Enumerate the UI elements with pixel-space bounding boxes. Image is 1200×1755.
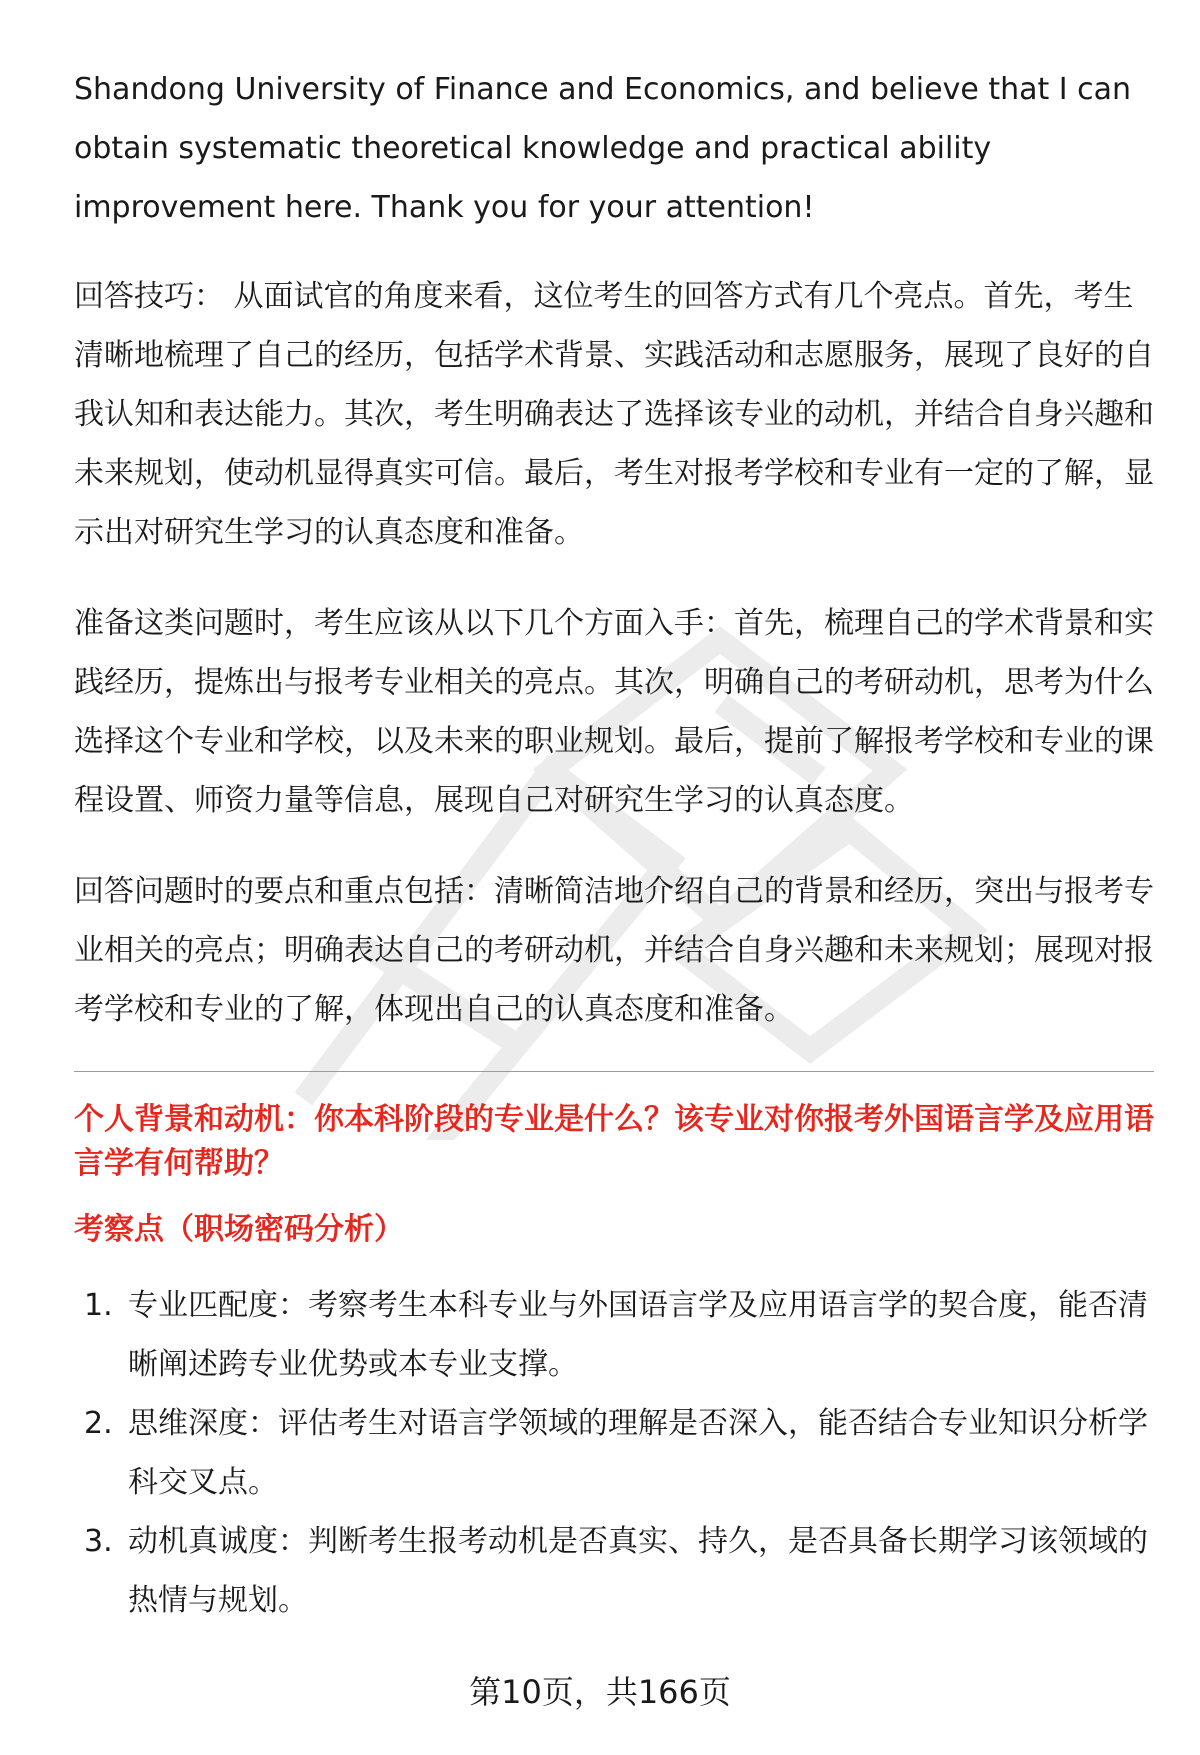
assessment-points-list xyxy=(74,1276,1154,1630)
list-item xyxy=(74,1512,1154,1630)
list-item xyxy=(74,1276,1154,1394)
list-item xyxy=(74,1394,1154,1512)
list-item-number: 1. xyxy=(84,1288,113,1323)
list-item-text: 思维深度：评估考生对语言学领域的理解是否深入，能否结合专业知识分析学科交叉点。 xyxy=(128,1406,1148,1500)
assessment-points-heading: 考察点（职场密码分析） xyxy=(74,1212,404,1247)
page-number-footer: 第10页，共166页 xyxy=(469,1673,731,1711)
preparation-paragraph: 准备这类问题时，考生应该从以下几个方面入手：首先，梳理自己的学术背景和实践经历，提炼出与报考专业相关的亮点。其次，明确自己的考研动机，思考为什么选择这个专业和学校，以及未来的职业规划。最后，提前了解报考学校和专业的课程设置、师资力量等信息，展现自己对研究生学习的认真态度。 xyxy=(74,606,1154,818)
answer-tips-paragraph: 回答技巧： 从面试官的角度来看，这位考生的回答方式有几个亮点。首先，考生清晰地梳理了自己的经历，包括学术背景、实践活动和志愿服务，展现了良好的自我认知和表达能力。其次，考生明确表达了选择该专业的动机，并结合自身兴趣和未来规划，使动机显得真实可信。最后，考生对报考学校和专业有一定的了解，显示出对研究生学习的认真态度和准备。 xyxy=(74,279,1154,550)
list-item-text: 动机真诚度：判断考生报考动机是否真实、持久，是否具备长期学习该领域的热情与规划。 xyxy=(128,1524,1148,1618)
section-divider xyxy=(74,1071,1154,1072)
document-page xyxy=(74,60,1154,1630)
list-item-number: 2. xyxy=(84,1406,113,1441)
list-item-number: 3. xyxy=(84,1524,113,1559)
list-item-text: 专业匹配度：考察考生本科专业与外国语言学及应用语言学的契合度，能否清晰阐述跨专业优势或本专业支撑。 xyxy=(128,1288,1148,1382)
key-points-paragraph: 回答问题时的要点和重点包括：清晰简洁地介绍自己的背景和经历，突出与报考专业相关的亮点；明确表达自己的考研动机，并结合自身兴趣和未来规划；展现对报考学校和专业的了解，体现出自己的认真态度和准备。 xyxy=(74,874,1154,1027)
question-heading: 个人背景和动机：你本科阶段的专业是什么？该专业对你报考外国语言学及应用语言学有何帮助？ xyxy=(74,1102,1154,1181)
answer-paragraph-english: Shandong University of Finance and Economics, and believe that I can obtain systematic theoretical knowledge and practical ability improvement here. Thank you for your attention! xyxy=(74,72,1132,225)
